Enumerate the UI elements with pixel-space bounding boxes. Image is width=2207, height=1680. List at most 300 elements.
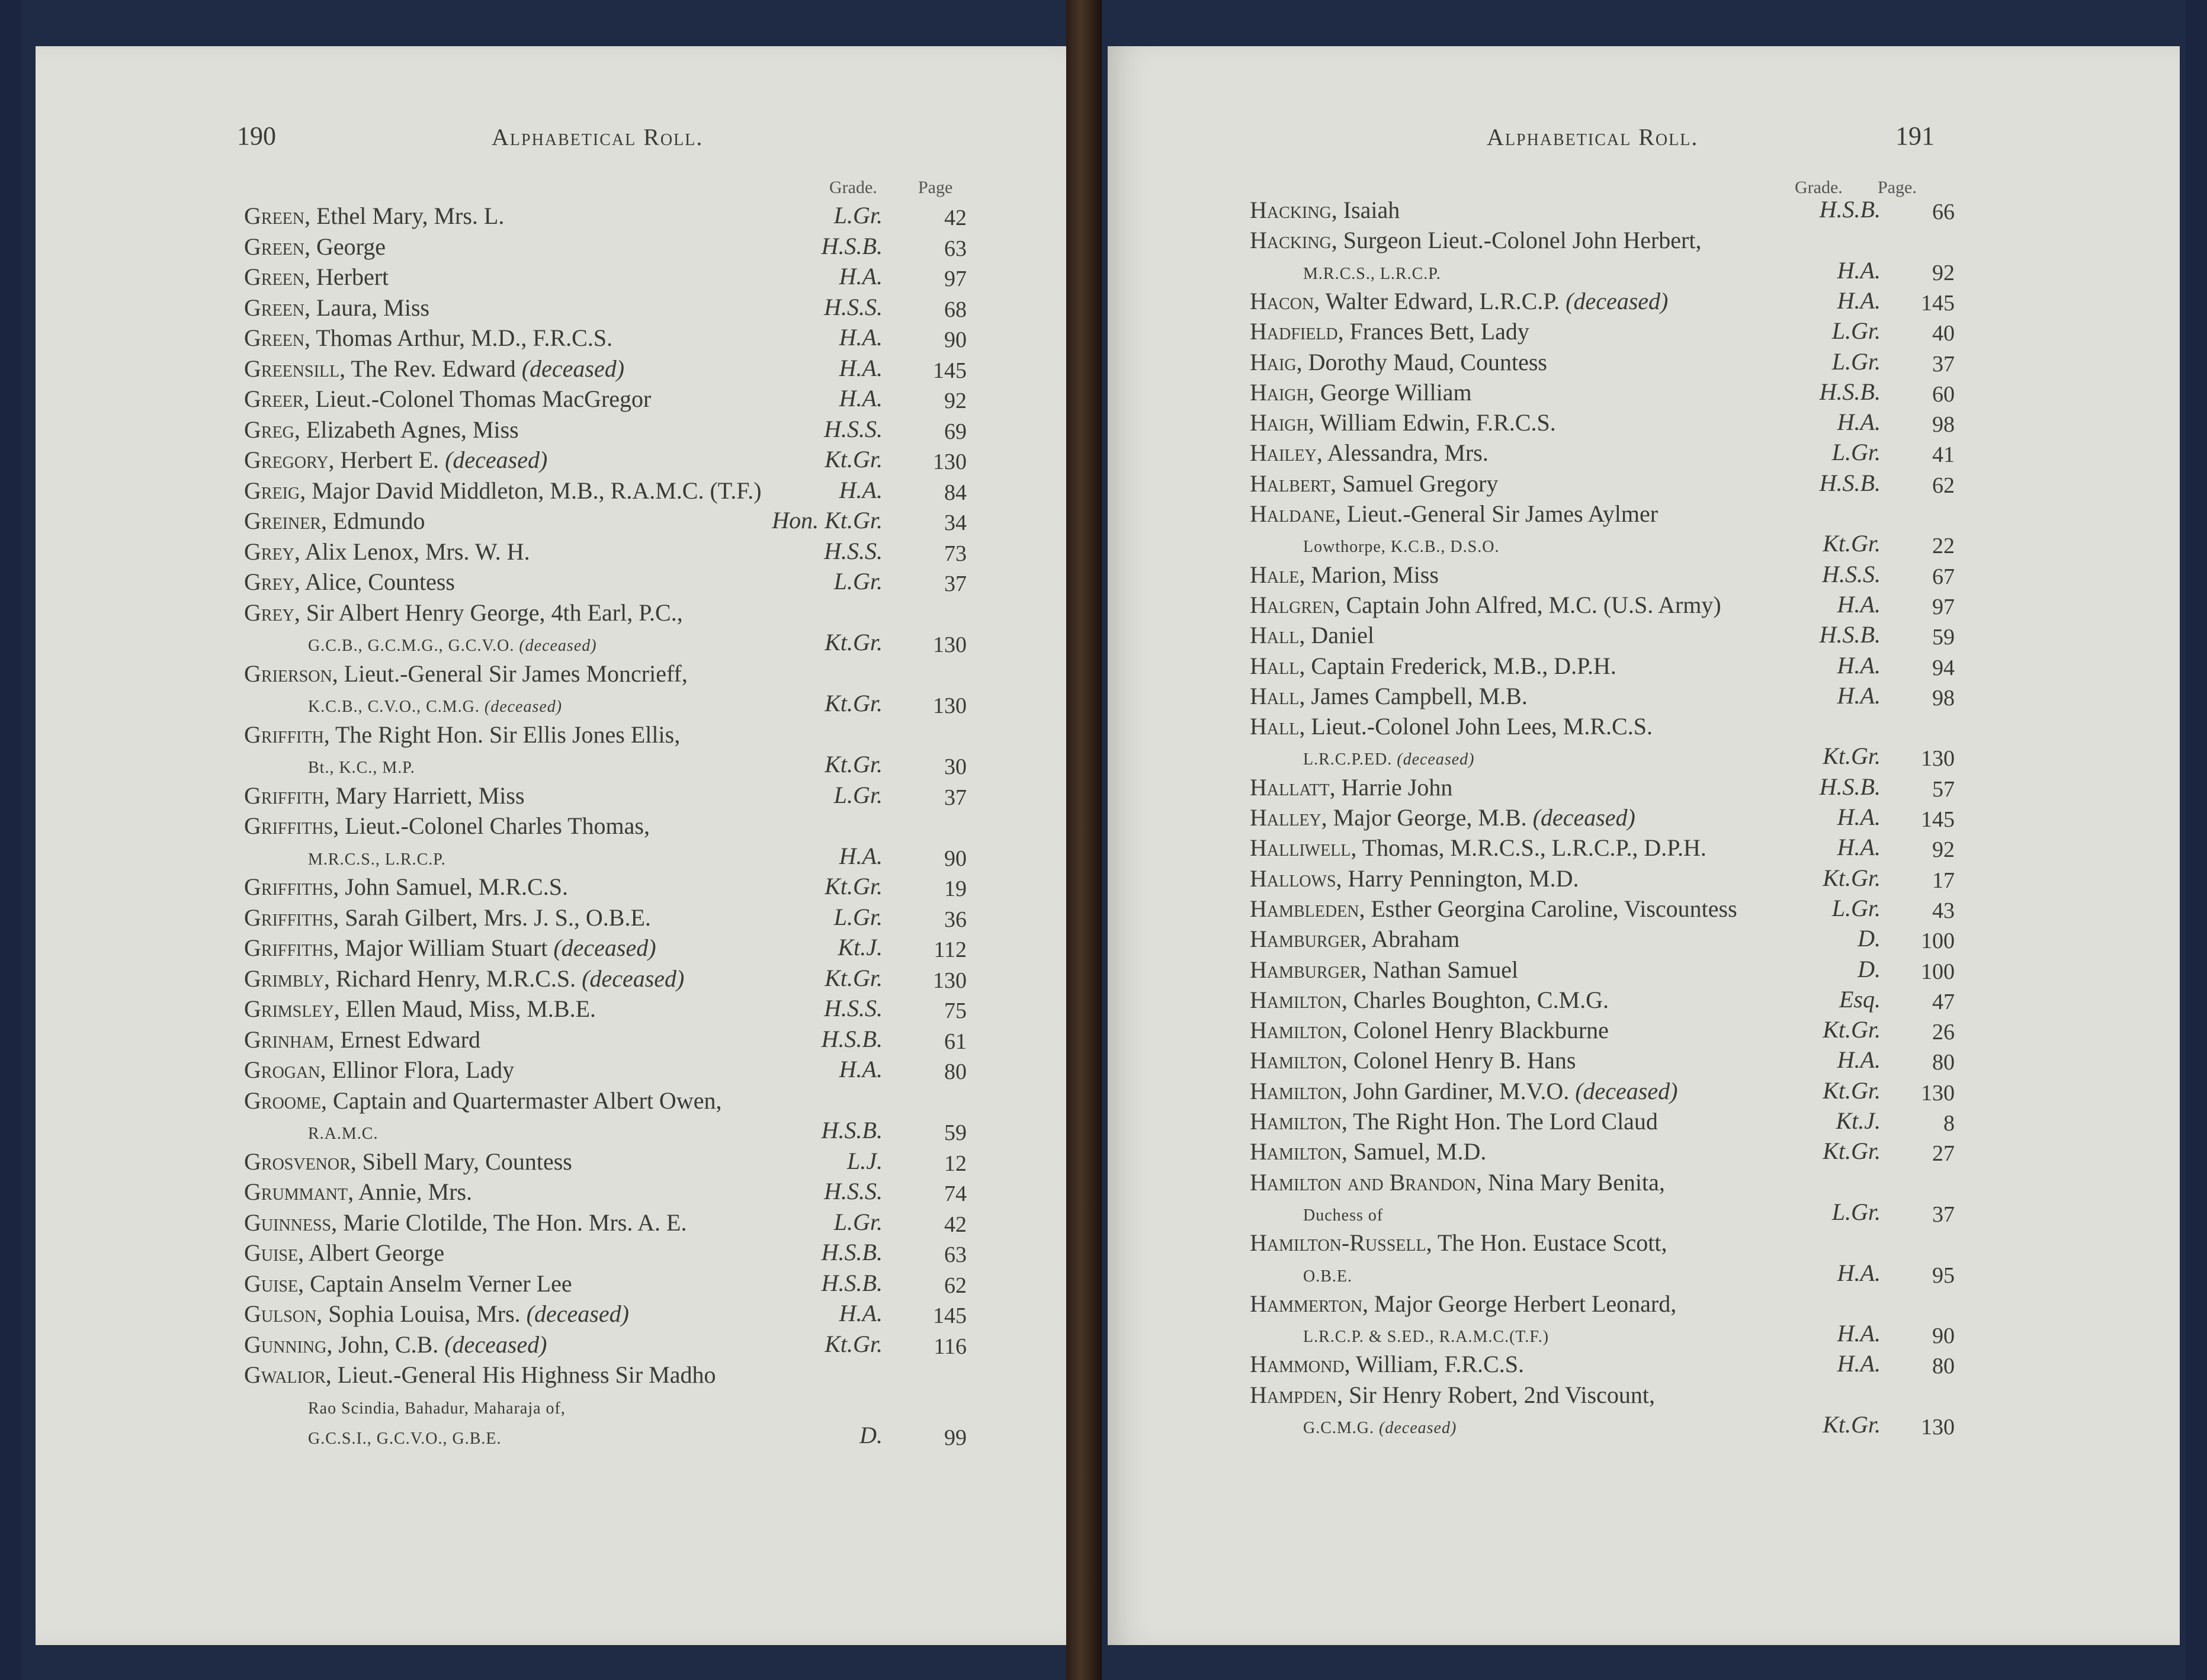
entry-grade: H.A. bbox=[1837, 256, 1881, 284]
entry-page-number: 92 bbox=[944, 388, 967, 413]
entry-grade: Kt.J. bbox=[1836, 1107, 1881, 1134]
entry-page-number: 34 bbox=[944, 510, 967, 535]
entry-surname: Hall bbox=[1250, 622, 1300, 649]
entry-text bbox=[1303, 529, 1499, 562]
entry-page-number: 98 bbox=[1932, 685, 1955, 711]
entry-grade: H.A. bbox=[1837, 651, 1881, 679]
entry-text bbox=[244, 811, 650, 841]
entry-surname: Hailey bbox=[1250, 439, 1317, 467]
entry-surname: Hamilton bbox=[1250, 986, 1342, 1013]
entry-grade: H.A. bbox=[839, 385, 883, 412]
entry-surname: Griffiths bbox=[244, 904, 333, 931]
entry-page-number: 36 bbox=[944, 907, 967, 932]
entry-grade: H.A. bbox=[839, 263, 883, 290]
entry-text bbox=[1250, 590, 1721, 620]
entry-details: , Sophia Louisa, Mrs. (deceased) bbox=[316, 1300, 629, 1327]
entry-text bbox=[308, 1116, 378, 1149]
entry-page-number: 60 bbox=[1932, 381, 1955, 407]
entry-details: , Ernest Edward bbox=[328, 1026, 481, 1053]
entry-surname: Greiner bbox=[244, 507, 321, 534]
entry-grade: L.Gr. bbox=[1831, 348, 1881, 375]
entry-grade: H.A. bbox=[839, 842, 883, 869]
entry-details: , Major George, M.B. (deceased) bbox=[1321, 804, 1635, 831]
entry-grade: Kt.Gr. bbox=[825, 964, 883, 991]
entry-details: , Thomas Arthur, M.D., F.R.C.S. bbox=[304, 325, 613, 351]
page-column-header: Page bbox=[918, 178, 953, 197]
entry-surname: Hacking bbox=[1250, 197, 1332, 223]
entry-text bbox=[1250, 348, 1547, 377]
entry-text bbox=[1250, 651, 1616, 681]
entry-surname: Grinham bbox=[244, 1026, 329, 1053]
entry-text bbox=[1250, 287, 1668, 316]
entry-details: , Mary Harriett, Miss bbox=[323, 782, 525, 809]
entry-surname: Groome bbox=[244, 1087, 322, 1114]
entry-page-number: 130 bbox=[1921, 746, 1955, 772]
entry-details: , Dorothy Maud, Countess bbox=[1296, 348, 1547, 375]
entry-page-number: 130 bbox=[933, 449, 967, 474]
entry-details: , Sarah Gilbert, Mrs. J. S., O.B.E. bbox=[333, 904, 651, 931]
folio: 191 bbox=[1895, 121, 1935, 150]
entry-text bbox=[1250, 682, 1528, 711]
running-head-text: Alphabetical Roll. bbox=[492, 124, 704, 150]
entry-text bbox=[244, 1055, 514, 1085]
entry-grade: L.Gr. bbox=[1831, 317, 1881, 345]
entry-page-number: 12 bbox=[944, 1151, 967, 1176]
entry-details: O.B.E. bbox=[1303, 1267, 1352, 1286]
entry-grade: D. bbox=[1858, 955, 1881, 982]
entry-grade: Kt.Gr. bbox=[825, 629, 883, 656]
entry-surname: Griffiths bbox=[244, 873, 333, 900]
entry-grade: H.S.S. bbox=[824, 995, 883, 1022]
entry-surname: Gwalior bbox=[244, 1361, 326, 1388]
entry-page-number: 41 bbox=[1932, 442, 1955, 468]
entry-details: , The Right Hon. Sir Ellis Jones Ellis, bbox=[323, 721, 681, 748]
entry-grade: Kt.Gr. bbox=[1823, 743, 1881, 770]
entry-surname: Grummant bbox=[244, 1178, 348, 1205]
entry-details: , Major David Middleton, M.B., R.A.M.C. (T.F.) bbox=[300, 477, 762, 504]
entry-grade: D. bbox=[859, 1422, 883, 1448]
entry-surname: Gunning bbox=[244, 1331, 327, 1358]
entry-text bbox=[244, 1177, 472, 1207]
entry-grade: H.A. bbox=[1837, 409, 1881, 436]
entry-text bbox=[1303, 1319, 1549, 1352]
entry-text bbox=[244, 720, 680, 750]
entry-text bbox=[244, 872, 568, 902]
entry-surname: Grosvenor bbox=[244, 1148, 351, 1175]
entry-details: , Walter Edward, L.R.C.P. (deceased) bbox=[1314, 287, 1669, 314]
entry-page-number: 94 bbox=[1932, 655, 1955, 680]
entry-text bbox=[1250, 226, 1702, 255]
entry-page-number: 95 bbox=[1932, 1263, 1955, 1288]
entry-page-number: 26 bbox=[1932, 1020, 1955, 1045]
entry-details: , Major George Herbert Leonard, bbox=[1362, 1290, 1677, 1317]
entry-grade: H.A. bbox=[1837, 834, 1881, 861]
entry-text bbox=[244, 1147, 572, 1177]
entry-details: , Nina Mary Benita, bbox=[1476, 1168, 1665, 1196]
entry-grade: Kt.Gr. bbox=[1823, 1411, 1881, 1438]
entry-surname: Halley bbox=[1250, 804, 1321, 831]
entry-details: , Charles Boughton, C.M.G. bbox=[1341, 986, 1609, 1013]
entry-text bbox=[244, 1360, 716, 1390]
entry-grade: L.Gr. bbox=[833, 781, 883, 808]
entry-details: , William Edwin, F.R.C.S. bbox=[1308, 409, 1556, 436]
entry-grade: H.A. bbox=[839, 1056, 883, 1082]
entry-text bbox=[1250, 1046, 1576, 1075]
entry-surname: Green bbox=[244, 203, 304, 229]
entry-text bbox=[1250, 1380, 1655, 1410]
entry-page-number: 90 bbox=[944, 846, 967, 871]
entry-text bbox=[308, 1391, 566, 1424]
entry-page-number: 112 bbox=[934, 937, 967, 962]
entry-details: , Marion, Miss bbox=[1299, 561, 1439, 588]
entry-grade: H.S.B. bbox=[1819, 773, 1881, 800]
entry-details: , Captain and Quartermaster Albert Owen, bbox=[321, 1087, 722, 1114]
entry-details: , Lieut.-General Sir James Aylmer bbox=[1335, 500, 1659, 527]
entry-page-number: 92 bbox=[1932, 260, 1955, 285]
entry-grade: H.S.B. bbox=[821, 1025, 883, 1052]
entry-surname: Hamilton bbox=[1250, 1017, 1342, 1044]
entry-text bbox=[1250, 408, 1556, 438]
cover-edge-right bbox=[2186, 0, 2207, 1680]
entry-details: , Colonel Henry B. Hans bbox=[1341, 1047, 1576, 1074]
running-head bbox=[492, 123, 703, 151]
entry-surname: Haig bbox=[1250, 348, 1297, 375]
entry-text bbox=[244, 933, 656, 963]
entry-surname: Grimsley bbox=[244, 995, 334, 1022]
entry-surname: Griffiths bbox=[244, 934, 333, 961]
entry-page-number: 43 bbox=[1932, 898, 1955, 923]
entry-page-number: 90 bbox=[1932, 1324, 1955, 1349]
entry-details: , Abraham bbox=[1361, 926, 1460, 953]
entry-details: , Sibell Mary, Countess bbox=[350, 1148, 572, 1175]
entry-details: , Alice, Countess bbox=[294, 568, 455, 595]
entry-details: , George bbox=[304, 233, 386, 260]
entry-page-number: 80 bbox=[1932, 1354, 1955, 1379]
entry-grade: L.Gr. bbox=[833, 568, 883, 595]
entry-details: , Ellinor Flora, Lady bbox=[320, 1056, 515, 1083]
entry-page-number: 145 bbox=[1921, 807, 1955, 832]
entry-surname: Haigh bbox=[1250, 378, 1308, 406]
entry-surname: Hamburger bbox=[1250, 926, 1361, 953]
entry-details: , Richard Henry, M.R.C.S. (deceased) bbox=[323, 965, 685, 992]
entry-page-number: 73 bbox=[944, 541, 967, 566]
entry-text bbox=[244, 659, 688, 689]
entry-details: , Daniel bbox=[1299, 622, 1374, 649]
entry-surname: Hamilton bbox=[1250, 1108, 1342, 1135]
entry-surname: Greig bbox=[244, 477, 300, 504]
entry-page-number: 19 bbox=[944, 876, 967, 901]
entry-surname: Halbert bbox=[1250, 470, 1331, 497]
entry-text bbox=[244, 1269, 572, 1299]
entry-text bbox=[308, 842, 446, 875]
entry-text bbox=[244, 598, 683, 628]
entry-grade: H.A. bbox=[1837, 682, 1881, 709]
entry-text bbox=[244, 1299, 629, 1329]
entry-details: , Ethel Mary, Mrs. L. bbox=[304, 203, 505, 229]
entry-page-number: 61 bbox=[944, 1029, 967, 1054]
entry-text bbox=[244, 537, 530, 567]
entry-text bbox=[244, 1330, 547, 1360]
entry-page-number: 145 bbox=[1921, 290, 1955, 316]
entry-page-number: 17 bbox=[1932, 868, 1955, 893]
entry-text bbox=[244, 567, 455, 597]
entry-page-number: 57 bbox=[1932, 776, 1955, 802]
entry-text bbox=[1250, 499, 1658, 529]
entry-grade: H.A. bbox=[839, 476, 883, 503]
entry-details: , George William bbox=[1308, 378, 1472, 406]
entry-details: R.A.M.C. bbox=[308, 1125, 378, 1143]
entry-page-number: 145 bbox=[933, 358, 967, 383]
entry-text bbox=[244, 781, 525, 811]
entry-surname: Hammond bbox=[1250, 1351, 1345, 1378]
entry-details: , James Campbell, M.B. bbox=[1299, 682, 1528, 709]
entry-surname: Hallows bbox=[1250, 865, 1336, 892]
entry-grade: H.S.S. bbox=[824, 293, 883, 320]
entry-details: , William, F.R.C.S. bbox=[1344, 1351, 1524, 1378]
entry-surname: Hall bbox=[1250, 652, 1300, 679]
entry-details: , Captain Anselm Verner Lee bbox=[298, 1270, 572, 1297]
entry-page-number: 42 bbox=[944, 1212, 967, 1237]
book-spine bbox=[1066, 0, 1102, 1680]
entry-surname: Hall bbox=[1250, 682, 1300, 709]
entry-page-number: 37 bbox=[944, 785, 967, 810]
entry-details: , Harrie John bbox=[1329, 773, 1453, 801]
entry-text bbox=[244, 201, 504, 231]
entry-grade: L.Gr. bbox=[833, 1208, 883, 1235]
entry-surname: Guise bbox=[244, 1239, 299, 1266]
entry-grade: H.S.B. bbox=[1819, 469, 1881, 496]
entry-surname: Hall bbox=[1250, 713, 1300, 740]
entry-details: K.C.B., C.V.O., C.M.G. (deceased) bbox=[308, 698, 563, 716]
grade-column-header: Grade. bbox=[1795, 178, 1843, 197]
entry-surname: Greg bbox=[244, 416, 294, 443]
entry-text bbox=[1250, 985, 1609, 1015]
entry-surname: Hamilton bbox=[1250, 1138, 1342, 1165]
entry-surname: Hamilton-Russell bbox=[1250, 1229, 1426, 1257]
entry-details: , Marie Clotilde, The Hon. Mrs. A. E. bbox=[331, 1209, 687, 1236]
entry-grade: Kt.Gr. bbox=[1823, 530, 1881, 557]
entry-details: , Captain John Alfred, M.C. (U.S. Army) bbox=[1334, 591, 1721, 618]
entry-page-number: 37 bbox=[944, 571, 967, 596]
entry-grade: Kt.Gr. bbox=[825, 1330, 883, 1357]
entry-grade: L.Gr. bbox=[1831, 1198, 1881, 1225]
entry-text bbox=[244, 415, 519, 445]
entry-details: , Herbert bbox=[304, 264, 389, 290]
entry-text bbox=[1250, 864, 1579, 894]
entry-grade: L.Gr. bbox=[1831, 894, 1881, 921]
entry-text bbox=[1250, 1077, 1677, 1106]
entry-page-number: 22 bbox=[1932, 534, 1955, 559]
entry-page-number: 80 bbox=[944, 1059, 967, 1084]
entry-grade: Kt.Gr. bbox=[825, 446, 883, 473]
entry-surname: Guinness bbox=[244, 1209, 332, 1236]
entry-page-number: 100 bbox=[1921, 929, 1955, 954]
entry-grade: L.Gr. bbox=[1831, 439, 1881, 466]
entry-page-number: 97 bbox=[1932, 594, 1955, 619]
right-page bbox=[1108, 46, 2180, 1645]
entry-surname: Grogan bbox=[244, 1056, 320, 1083]
entry-text bbox=[1303, 1198, 1383, 1231]
entry-surname: Green bbox=[244, 264, 304, 290]
entry-page-number: 37 bbox=[1932, 1202, 1955, 1227]
entry-surname: Guise bbox=[244, 1270, 299, 1297]
entry-page-number: 130 bbox=[1921, 1415, 1955, 1440]
entry-details: , John Gardiner, M.V.O. (deceased) bbox=[1341, 1077, 1678, 1104]
entry-grade: Kt.Gr. bbox=[1823, 1016, 1881, 1043]
entry-surname: Grey bbox=[244, 538, 294, 565]
entry-details: , Edmundo bbox=[321, 507, 425, 534]
entry-text bbox=[244, 1025, 480, 1055]
entry-grade: H.A. bbox=[1837, 1350, 1881, 1377]
entry-text bbox=[244, 994, 596, 1024]
entry-grade: H.S.S. bbox=[824, 415, 883, 442]
entry-details: Duchess of bbox=[1303, 1206, 1384, 1225]
entry-surname: Griffiths bbox=[244, 812, 333, 839]
entry-grade: H.S.S. bbox=[824, 537, 883, 564]
entry-page-number: 40 bbox=[1932, 321, 1955, 346]
entry-text bbox=[244, 445, 547, 475]
entry-surname: Halgren bbox=[1250, 591, 1335, 618]
entry-details: , Lieut.-General His Highness Sir Madho bbox=[325, 1361, 716, 1388]
entry-grade: H.A. bbox=[839, 324, 883, 351]
entry-text bbox=[244, 293, 429, 323]
entry-details: , The Right Hon. The Lord Claud bbox=[1341, 1108, 1658, 1135]
entry-text bbox=[1303, 1411, 1457, 1443]
entry-grade: H.S.B. bbox=[821, 232, 883, 259]
entry-text bbox=[244, 506, 425, 536]
entry-page-number: 37 bbox=[1932, 351, 1955, 377]
entry-surname: Hamilton bbox=[1250, 1077, 1342, 1104]
page-column-header: Page. bbox=[1878, 178, 1917, 197]
entry-text bbox=[1250, 560, 1439, 590]
entry-page-number: 63 bbox=[944, 1242, 967, 1267]
entry-surname: Greensill bbox=[244, 355, 340, 382]
entry-page-number: 130 bbox=[933, 693, 967, 718]
entry-details: , Sir Henry Robert, 2nd Viscount, bbox=[1337, 1381, 1655, 1408]
entry-details: , Lieut.-General Sir James Moncrieff, bbox=[332, 660, 688, 687]
entry-details: Rao Scindia, Bahadur, Maharaja of, bbox=[308, 1399, 566, 1418]
entry-text bbox=[1303, 1259, 1352, 1292]
entry-details: , John, C.B. (deceased) bbox=[326, 1331, 547, 1358]
entry-details: , Thomas, M.R.C.S., L.R.C.P., D.P.H. bbox=[1350, 834, 1706, 862]
entry-text bbox=[1250, 773, 1452, 802]
entry-surname: Hamilton and Brandon bbox=[1250, 1168, 1477, 1196]
entry-details: M.R.C.S., L.R.C.P. bbox=[1303, 264, 1441, 283]
entry-text bbox=[1250, 803, 1635, 833]
entry-grade: H.S.B. bbox=[821, 1239, 883, 1265]
entry-grade: Kt.Gr. bbox=[1823, 1138, 1881, 1165]
entry-surname: Green bbox=[244, 233, 304, 260]
entry-grade: Kt.Gr. bbox=[825, 690, 883, 717]
entry-text bbox=[308, 750, 415, 783]
entry-details: , Alessandra, Mrs. bbox=[1316, 439, 1489, 467]
entry-details: , The Hon. Eustace Scott, bbox=[1426, 1229, 1667, 1257]
entry-surname: Halliwell bbox=[1250, 834, 1351, 862]
entry-surname: Greer bbox=[244, 386, 304, 412]
entry-grade: H.A. bbox=[839, 1300, 883, 1326]
cover-edge-left bbox=[0, 0, 21, 1680]
entry-text bbox=[1250, 712, 1653, 741]
entry-surname: Grimbly bbox=[244, 965, 324, 992]
entry-text bbox=[1250, 317, 1529, 346]
entry-details: , Lieut.-Colonel Thomas MacGregor bbox=[303, 386, 652, 412]
entry-details: , Laura, Miss bbox=[304, 294, 430, 321]
entry-details: G.C.M.G. (deceased) bbox=[1303, 1419, 1457, 1437]
entry-details: Bt., K.C., M.P. bbox=[308, 759, 415, 777]
entry-text bbox=[244, 262, 389, 292]
entry-details: , Annie, Mrs. bbox=[348, 1178, 473, 1205]
entry-text bbox=[244, 903, 651, 933]
entry-details: , Albert George bbox=[298, 1239, 445, 1266]
entry-details: L.R.C.P. & S.ED., R.A.M.C.(T.F.) bbox=[1303, 1328, 1550, 1347]
entry-surname: Hacon bbox=[1250, 287, 1314, 314]
entry-details: , Esther Georgina Caroline, Viscountess bbox=[1359, 895, 1737, 922]
entry-page-number: 59 bbox=[944, 1120, 967, 1145]
entry-grade: H.S.B. bbox=[1819, 621, 1881, 648]
running-head bbox=[1487, 123, 1698, 151]
entry-details: , Lieut.-Colonel John Lees, M.R.C.S. bbox=[1299, 713, 1653, 740]
entry-grade: H.S.B. bbox=[1819, 196, 1881, 223]
entry-text bbox=[1250, 1137, 1486, 1167]
entry-text bbox=[1250, 438, 1489, 468]
entry-details: G.C.B., G.C.M.G., G.C.V.O. (deceased) bbox=[308, 637, 597, 655]
entry-surname: Hallatt bbox=[1250, 773, 1330, 801]
entry-surname: Hacking bbox=[1250, 227, 1332, 254]
entry-details: , Harry Pennington, M.D. bbox=[1336, 865, 1579, 892]
entry-grade: Kt.Gr. bbox=[1823, 1077, 1881, 1104]
entry-details: , Herbert E. (deceased) bbox=[328, 446, 548, 473]
entry-text bbox=[1250, 924, 1459, 954]
entry-surname: Haldane bbox=[1250, 500, 1335, 527]
entry-text bbox=[1250, 1350, 1524, 1379]
entry-page-number: 130 bbox=[933, 632, 967, 657]
entry-grade: H.S.S. bbox=[824, 1178, 883, 1204]
entry-surname: Hamburger bbox=[1250, 956, 1361, 983]
entry-surname: Haigh bbox=[1250, 409, 1308, 436]
entry-text bbox=[308, 689, 562, 722]
entry-surname: Hambleden bbox=[1250, 895, 1359, 922]
entry-details: L.R.C.P.ED. (deceased) bbox=[1303, 750, 1475, 769]
entry-page-number: 92 bbox=[1932, 837, 1955, 863]
entry-text bbox=[1250, 1289, 1676, 1319]
entry-details: , Ellen Maud, Miss, M.B.E. bbox=[333, 995, 596, 1022]
entry-text bbox=[244, 384, 651, 414]
entry-details: , Lieut.-Colonel Charles Thomas, bbox=[333, 812, 650, 839]
entry-details: Lowthorpe, K.C.B., D.S.O. bbox=[1303, 538, 1500, 557]
entry-details: , Samuel Gregory bbox=[1330, 470, 1499, 497]
entry-text bbox=[244, 1208, 687, 1238]
entry-text bbox=[244, 964, 684, 994]
left-page bbox=[36, 46, 1102, 1645]
entry-surname: Grey bbox=[244, 599, 294, 626]
entry-page-number: 116 bbox=[934, 1334, 967, 1359]
entry-text bbox=[1250, 469, 1498, 499]
entry-page-number: 30 bbox=[944, 754, 967, 779]
entry-page-number: 66 bbox=[1932, 200, 1955, 224]
entry-text bbox=[1250, 1168, 1665, 1197]
entry-page-number: 62 bbox=[1932, 473, 1955, 498]
entry-surname: Hampden bbox=[1250, 1381, 1337, 1408]
entry-surname: Green bbox=[244, 325, 304, 351]
entry-grade: H.S.S. bbox=[1822, 560, 1881, 587]
entry-details: , Isaiah bbox=[1331, 197, 1400, 223]
entry-surname: Griffith bbox=[244, 721, 324, 748]
entry-text bbox=[308, 628, 597, 661]
entry-grade: Kt.J. bbox=[838, 934, 883, 961]
entry-surname: Griffith bbox=[244, 782, 324, 809]
entry-page-number: 98 bbox=[1932, 412, 1955, 438]
entry-surname: Hammerton bbox=[1250, 1290, 1363, 1317]
